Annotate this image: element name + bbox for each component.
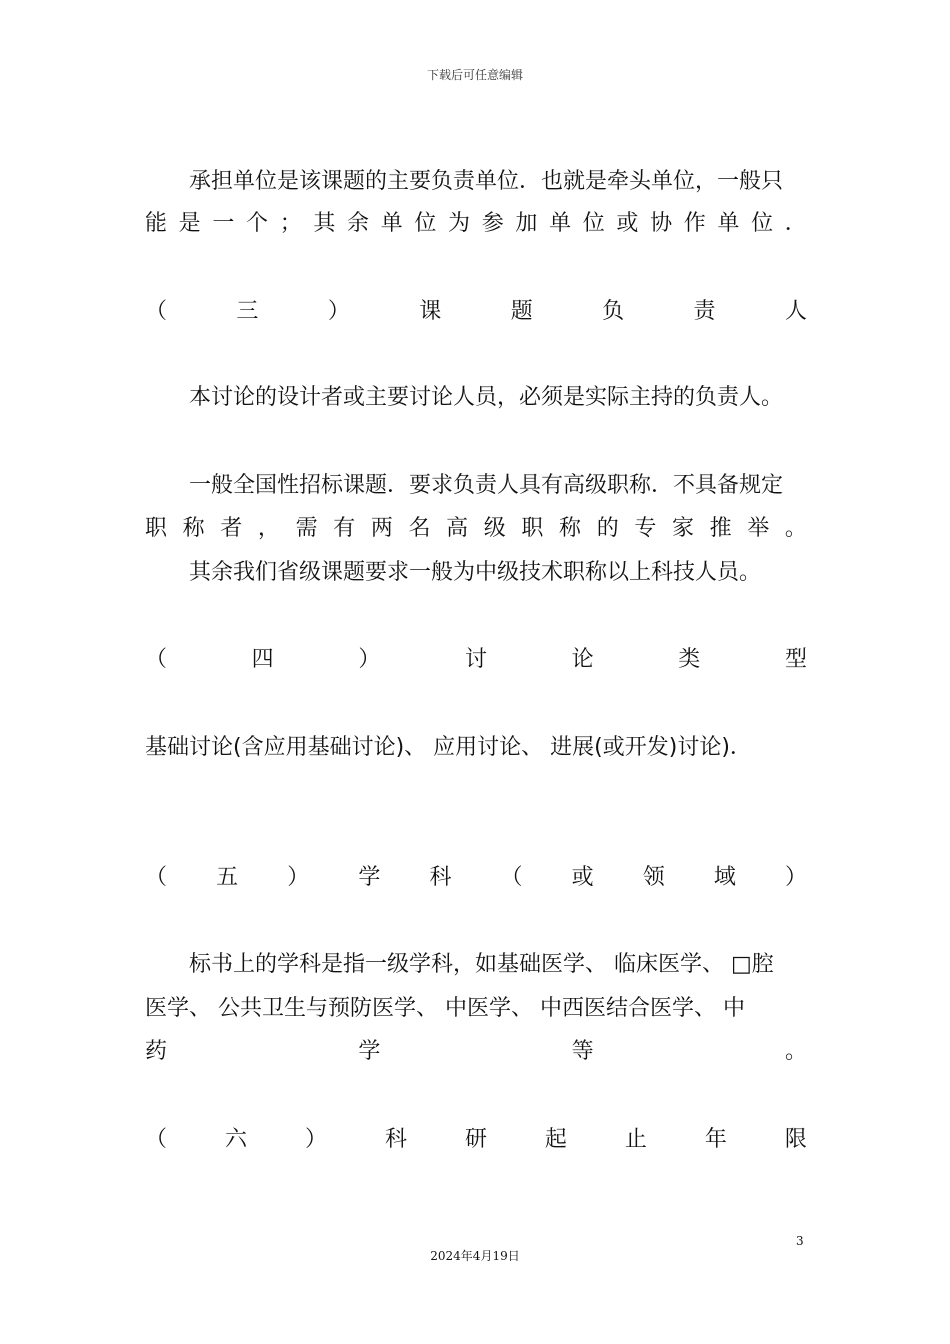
spaced-char: 等: [571, 1039, 594, 1064]
spaced-char: 研: [464, 1127, 487, 1152]
spaced-char: （: [145, 1127, 168, 1152]
spaced-char: ）: [358, 647, 381, 672]
spaced-char: 负: [602, 299, 625, 324]
spaced-char: ）: [327, 299, 350, 324]
spaced-char: 题: [510, 299, 533, 324]
spaced-char: 能: [145, 211, 168, 236]
spaced-char: 位: [414, 211, 437, 236]
spaced-char: 位: [582, 211, 605, 236]
paragraph-line: 医学、 公共卫生与预防医学、 中医学、 中西医结合医学、 中: [145, 996, 745, 1021]
spaced-char: 学: [358, 1039, 381, 1064]
spaced-char: （: [500, 865, 523, 890]
spaced-char: 论: [571, 647, 594, 672]
paragraph-line-justified: [145, 1038, 807, 1066]
page-header: 下载后可任意编辑: [426, 68, 523, 82]
spaced-char: （: [145, 299, 168, 324]
spaced-char: 人: [784, 299, 807, 324]
spaced-char: ；: [279, 211, 302, 236]
spaced-char: 位: [751, 211, 774, 236]
spaced-char: 名: [408, 516, 431, 541]
spaced-char: 职: [521, 516, 544, 541]
spaced-char: （: [145, 865, 168, 890]
spaced-char: 单: [717, 211, 740, 236]
spaced-char: 单: [380, 211, 403, 236]
spaced-char: 称: [182, 516, 205, 541]
spaced-char: 单: [549, 211, 572, 236]
spaced-char: 药: [145, 1039, 168, 1064]
spaced-char: 称: [559, 516, 582, 541]
spaced-char: ．: [784, 211, 807, 236]
spaced-char: 协: [650, 211, 673, 236]
spaced-char: 举: [747, 516, 770, 541]
spaced-char: 责: [693, 299, 716, 324]
spaced-char: 学: [358, 865, 381, 890]
spaced-char: 需: [295, 516, 318, 541]
paragraph-line: 承担单位是该课题的主要负责单位．也就是牵头单位，一般只: [189, 169, 784, 194]
spaced-char: 。: [784, 516, 807, 541]
spaced-char: 科: [429, 865, 452, 890]
section-heading-6: [145, 1126, 807, 1154]
page-number: 3: [796, 1234, 804, 1248]
spaced-char: 科: [384, 1127, 407, 1152]
spaced-char: 是: [178, 211, 201, 236]
spaced-char: 级: [483, 516, 506, 541]
spaced-char: 参: [481, 211, 504, 236]
spaced-char: （: [145, 647, 168, 672]
spaced-char: 其: [313, 211, 336, 236]
spaced-char: 的: [596, 516, 619, 541]
spaced-char: 年: [704, 1127, 727, 1152]
section-heading-5: [145, 864, 807, 892]
spaced-char: 者: [220, 516, 243, 541]
spaced-char: 职: [145, 516, 168, 541]
paragraph-line-justified: [145, 210, 807, 238]
spaced-char: 起: [544, 1127, 567, 1152]
spaced-char: 止: [624, 1127, 647, 1152]
spaced-char: 专: [634, 516, 657, 541]
paragraph-line: 其余我们省级课题要求一般为中级技术职称以上科技人员。: [189, 560, 762, 585]
paragraph-line-justified: [145, 515, 807, 543]
paragraph-line: 一般全国性招标课题．要求负责人具有高级职称．不具备规定: [189, 473, 784, 498]
spaced-char: 三: [236, 299, 259, 324]
spaced-char: 型: [784, 647, 807, 672]
spaced-char: 为: [448, 211, 471, 236]
spaced-char: ）: [784, 865, 807, 890]
spaced-char: 类: [678, 647, 701, 672]
footer-date: 2024年4月19日: [430, 1249, 520, 1263]
spaced-char: 讨: [464, 647, 487, 672]
section-heading-4: [145, 646, 807, 674]
spaced-char: ）: [287, 865, 310, 890]
paragraph-line: 本讨论的设计者或主要讨论人员，必须是实际主持的负责人。: [189, 385, 784, 410]
spaced-char: 领: [642, 865, 665, 890]
spaced-char: 限: [784, 1127, 807, 1152]
spaced-char: ，: [257, 516, 280, 541]
spaced-char: 或: [616, 211, 639, 236]
paragraph-line: 基础讨论(含应用基础讨论)、 应用讨论、 进展(或开发)讨论)．: [145, 735, 752, 760]
spaced-char: 六: [224, 1127, 247, 1152]
spaced-char: 或: [571, 865, 594, 890]
spaced-char: 。: [784, 1039, 807, 1064]
spaced-char: 家: [671, 516, 694, 541]
spaced-char: 域: [713, 865, 736, 890]
spaced-char: 四: [251, 647, 274, 672]
spaced-char: 一: [212, 211, 235, 236]
spaced-char: 五: [216, 865, 239, 890]
spaced-char: 余: [347, 211, 370, 236]
spaced-char: 课: [419, 299, 442, 324]
spaced-char: 推: [709, 516, 732, 541]
spaced-char: 两: [370, 516, 393, 541]
spaced-char: ）: [304, 1127, 327, 1152]
section-heading-3: [145, 298, 807, 326]
spaced-char: 作: [683, 211, 706, 236]
spaced-char: 有: [333, 516, 356, 541]
spaced-char: 个: [246, 211, 269, 236]
paragraph-line: 标书上的学科是指一级学科，如基础医学、 临床医学、 □腔: [189, 952, 774, 977]
spaced-char: 加: [515, 211, 538, 236]
spaced-char: 高: [446, 516, 469, 541]
